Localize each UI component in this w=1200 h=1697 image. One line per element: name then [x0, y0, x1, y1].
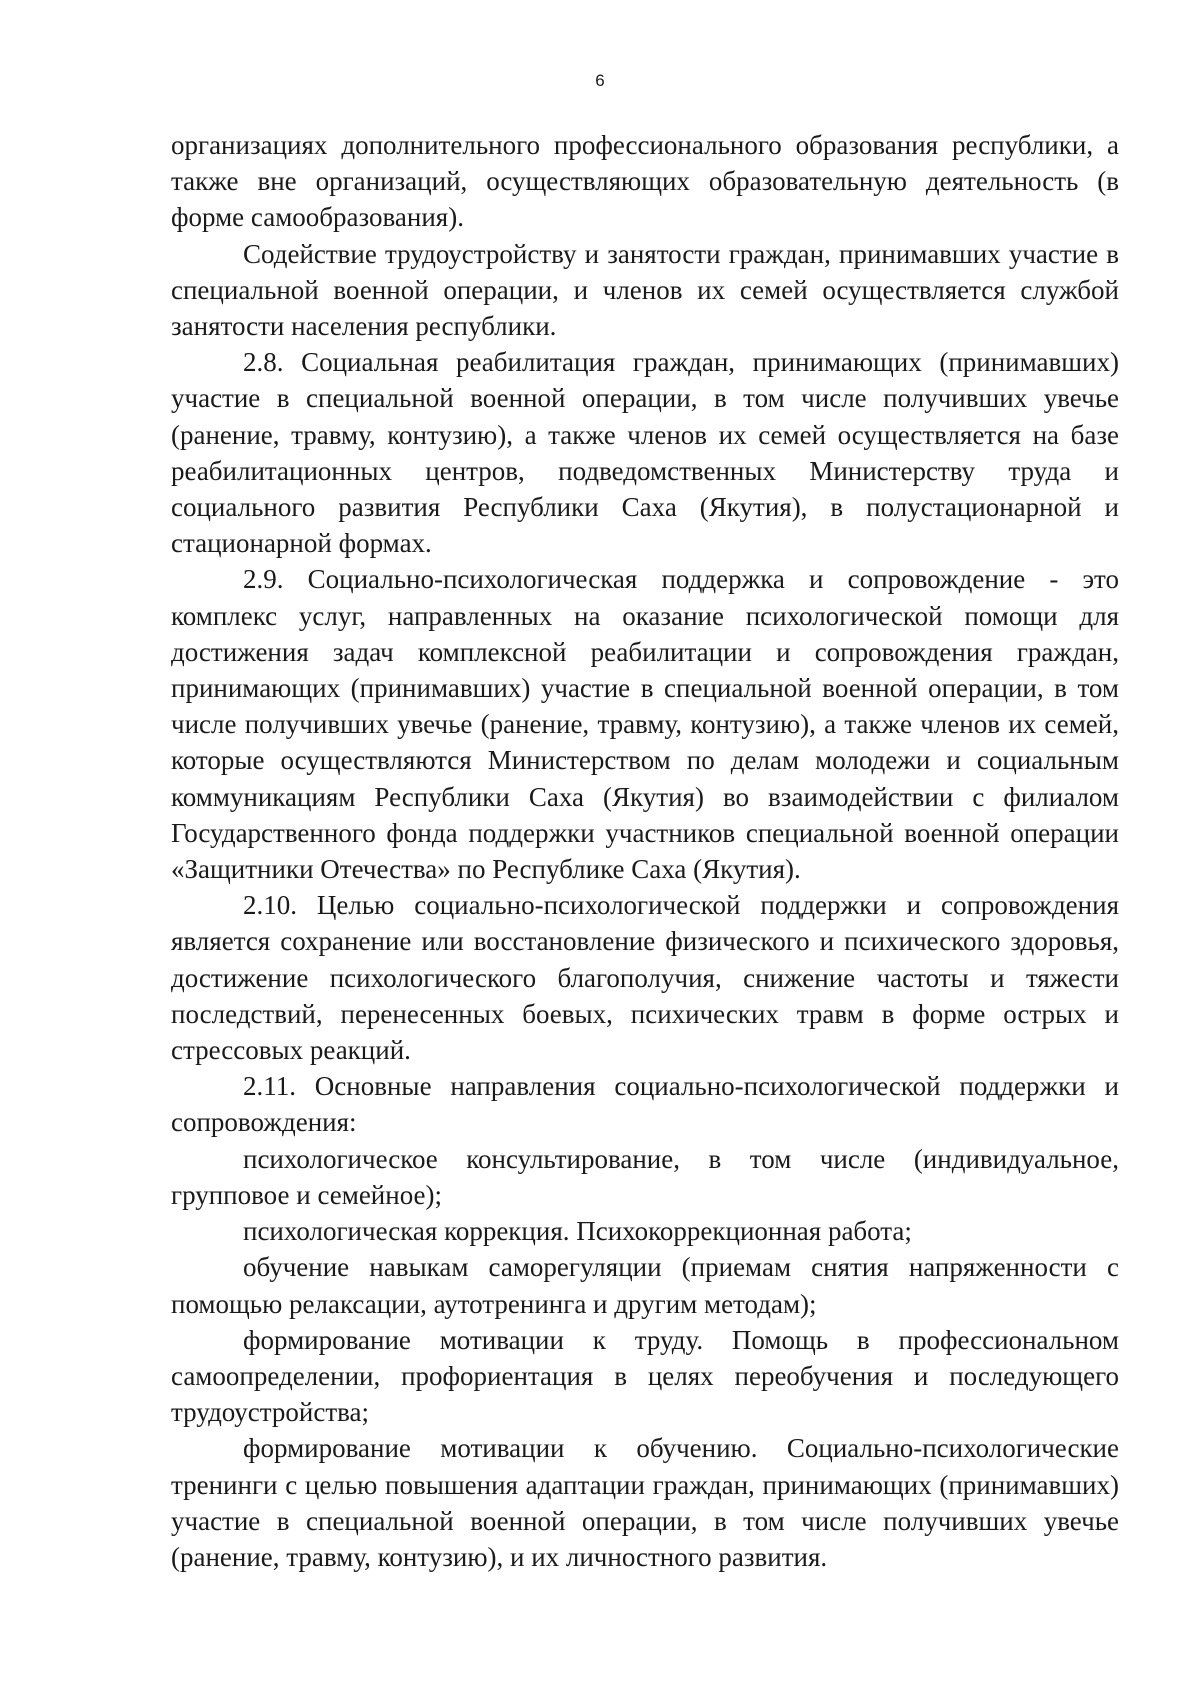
paragraph-2-11-directions: 2.11. Основные направления социально-психологической поддержки и сопровождения:: [171, 1071, 1119, 1138]
document-body: [171, 127, 1119, 1575]
list-item-learning-motivation: формирование мотивации к обучению. Социально-психологические тренинги с целью повышения адаптации граждан, принимающих (принимавших) участие в специальной военной операции, в том числе получивших увечье (ранение, травму, контузию), и их личностного развития.: [171, 1433, 1119, 1572]
paragraph-2-8-social-rehabilitation: 2.8. Социальная реабилитация граждан, принимающих (принимавших) участие в специальной военной операции, в том числе получивших увечье (ранение, травму, контузию), а также членов их семей осуществляется на базе реабилитационных центров, подведомственных Министерству труда и социального развития Республики Саха (Якутия), в полустационарной и стационарной формах.: [171, 347, 1119, 559]
list-item-consulting: психологическое консультирование, в том числе (индивидуальное, групповое и семейное);: [171, 1143, 1119, 1210]
list-item-correction: психологическая коррекция. Психокоррекционная работа;: [243, 1216, 912, 1247]
paragraph-employment-assistance: Содействие трудоустройству и занятости граждан, принимавших участие в специальной военной операции, и членов их семей осуществляется службой занятости населения республики.: [171, 238, 1119, 342]
page-number: 6: [595, 71, 605, 90]
paragraph-2-9-psychological-support: 2.9. Социально-психологическая поддержка и сопровождение - это комплекс услуг, направленных на оказание психологической помощи для достижения задач комплексной реабилитации и сопровождения граждан, принимающих (принимавших) участие в специальной военной операции, в том числе получивших увечье (ранение, травму, контузию), а также членов их семей, которые осуществляются Министерством по делам молодежи и социальным коммуникациям Республики Саха (Якутия) во взаимодействии с филиалом Государственного фонда поддержки участников специальной военной операции «Защитники Отечества» по Республике Саха (Якутия).: [171, 564, 1119, 885]
paragraph-continuation: организациях дополнительного профессионального образования республики, а также вне организаций, осуществляющих образовательную деятельность (в форме самообразования).: [171, 130, 1119, 233]
list-item-work-motivation: формирование мотивации к труду. Помощь в профессиональном самоопределении, профориентация в целях переобучения и последующего трудоустройства;: [171, 1324, 1119, 1428]
list-item-self-regulation: обучение навыкам саморегуляции (приемам снятия напряженности с помощью релаксации, аутотренинга и другим методам);: [171, 1252, 1119, 1319]
paragraph-2-10-goal: 2.10. Целью социально-психологической поддержки и сопровождения является сохранение или восстановление физического и психического здоровья, достижение психологического благополучия, снижение частоты и тяжести последствий, перенесенных боевых, психических травм в форме острых и стрессовых реакций.: [171, 890, 1119, 1066]
